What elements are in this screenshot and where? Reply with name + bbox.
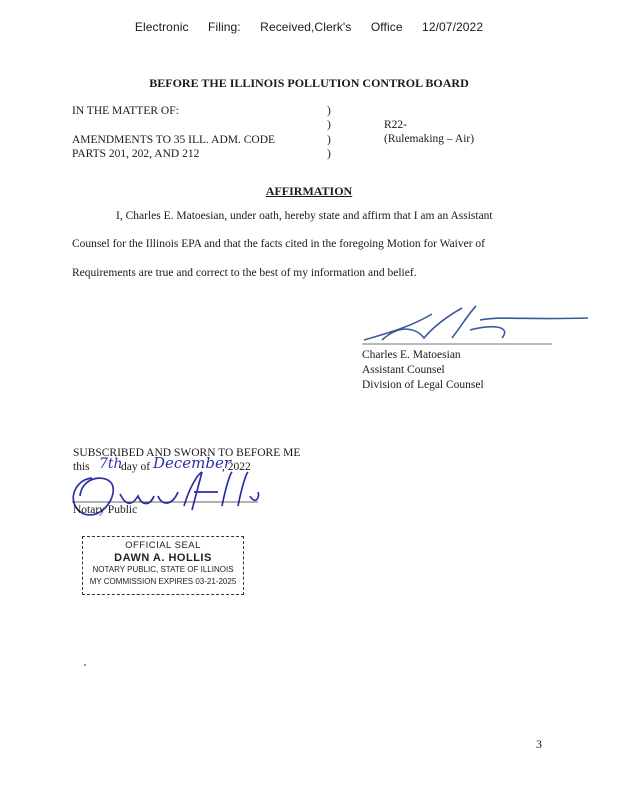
notary-day-number: 7th: [99, 456, 123, 472]
affirmation-heading: AFFIRMATION: [265, 184, 353, 198]
body-line-1: I, Charles E. Matoesian, under oath, hereby state and affirm that I am an Assistant: [116, 210, 493, 222]
notary-year: , 2022: [222, 461, 251, 473]
sworn-statement: SUBSCRIBED AND SWORN TO BEFORE ME: [73, 447, 301, 459]
caption-line-2: AMENDMENTS TO 35 ILL. ADM. CODE: [72, 134, 276, 146]
caption-paren-4: ): [327, 148, 331, 160]
seal-line-1: OFFICIAL SEAL: [125, 540, 201, 551]
official-seal: [82, 536, 244, 595]
caption-paren-1: ): [327, 105, 331, 117]
document-title: BEFORE THE ILLINOIS POLLUTION CONTROL BOARD: [149, 76, 469, 90]
caption-line-1: IN THE MATTER OF:: [72, 105, 179, 117]
filing-stamp-part4: Office: [370, 20, 403, 34]
notary-public-label: Notary Public: [73, 504, 138, 516]
docket-number: R22-: [384, 119, 407, 131]
signatory-name: Charles E. Matoesian: [362, 349, 461, 361]
page-number: 3: [536, 737, 542, 751]
body-line-2: Counsel for the Illinois EPA and that the facts cited in the foregoing Motion for Waiver of: [72, 238, 485, 250]
caption-paren-2: ): [327, 119, 331, 131]
notary-this: this: [73, 461, 90, 473]
filing-stamp: [0, 20, 618, 34]
filing-stamp-part3: Received,Clerk's: [260, 20, 352, 34]
notary-month: December: [153, 454, 232, 472]
signatory-signature: [352, 302, 592, 352]
signatory-division: Division of Legal Counsel: [362, 379, 484, 391]
notary-day-of: day of: [121, 461, 151, 473]
rulemaking-type: (Rulemaking – Air): [384, 133, 475, 145]
notary-signature: [62, 466, 262, 526]
filing-stamp-part2: Filing:: [208, 20, 241, 34]
body-line-3: Requirements are true and correct to the best of my information and belief.: [72, 267, 417, 279]
caption-line-3: PARTS 201, 202, AND 212: [72, 148, 200, 160]
seal-line-2: DAWN A. HOLLIS: [114, 552, 212, 564]
seal-line-4: MY COMMISSION EXPIRES 03-21-2025: [89, 577, 237, 586]
filing-stamp-date: 12/07/2022: [422, 20, 484, 34]
signatory-title: Assistant Counsel: [362, 364, 445, 376]
seal-line-3: NOTARY PUBLIC, STATE OF ILLINOIS: [92, 565, 234, 574]
scan-speck: [84, 664, 86, 666]
filing-stamp-part1: Electronic: [134, 20, 189, 34]
caption-paren-3: ): [327, 134, 331, 146]
